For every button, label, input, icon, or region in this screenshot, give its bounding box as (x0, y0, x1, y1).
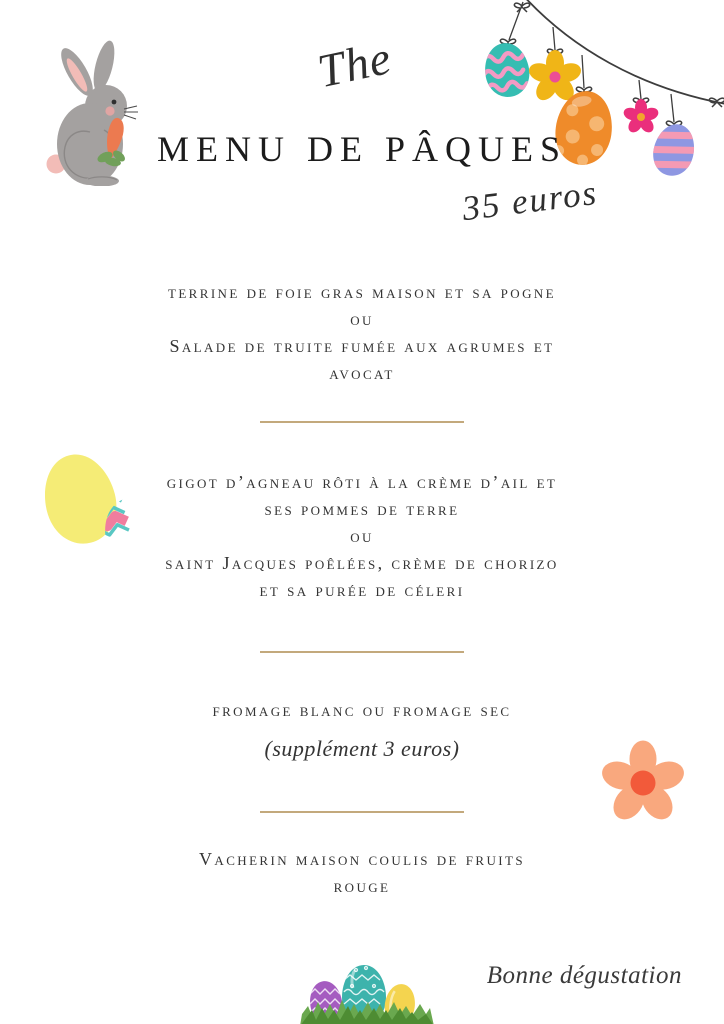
starter-line: terrine de foie gras maison et sa pogne (168, 282, 556, 302)
starter-section (0, 279, 724, 387)
main-line: et sa purée de céleri (259, 580, 465, 600)
course-divider (260, 421, 464, 423)
script-heading: The (313, 31, 397, 99)
main-course-section (0, 469, 724, 604)
course-divider (260, 811, 464, 813)
page-title: MENU DE PÂQUES (156, 129, 567, 169)
starter-line: Salade de truite fumée aux agrumes et (169, 336, 555, 356)
easter-eggs-in-grass-icon (300, 958, 434, 1024)
menu-price: 35 euros (460, 172, 601, 229)
starter-or: ou (350, 309, 374, 329)
dessert-line: Vacherin maison coulis de fruits (199, 849, 525, 869)
dessert-section (0, 846, 724, 900)
main-or: ou (350, 526, 374, 546)
main-line: gigot d’agneau rôti à la crème d’ail et (166, 472, 558, 492)
cheese-line: fromage blanc ou fromage sec (212, 700, 512, 720)
course-divider (260, 651, 464, 653)
cheese-note: (supplément 3 euros) (264, 736, 460, 761)
dessert-line: rouge (333, 876, 391, 896)
starter-line: avocat (329, 363, 395, 383)
main-line: ses pommes de terre (264, 499, 460, 519)
peach-flower-icon (598, 738, 688, 828)
main-line: saint Jacques poêlées, crème de chorizo (165, 553, 559, 573)
signature-text: Bonne dégustation (486, 962, 682, 989)
